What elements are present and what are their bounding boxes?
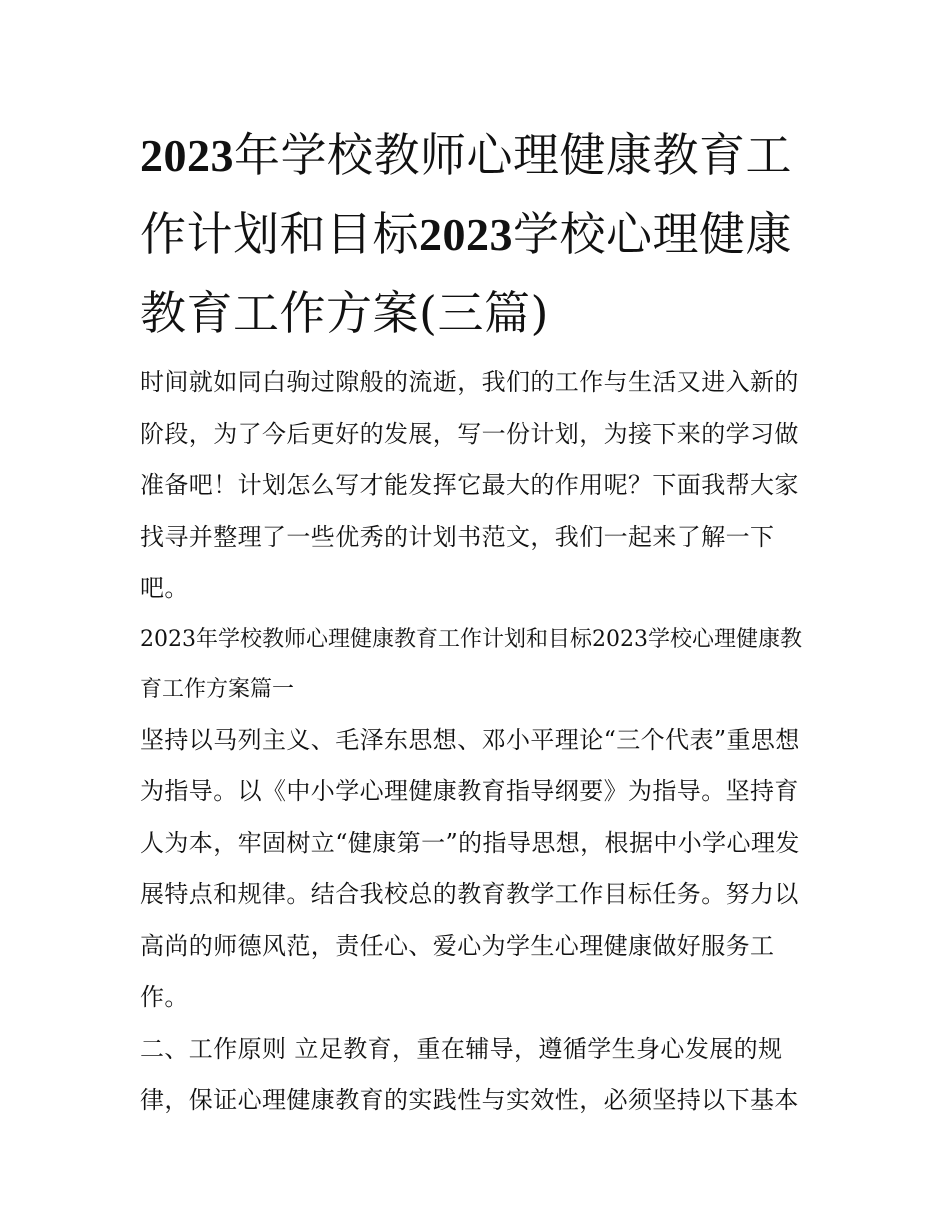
document-title <box>140 116 816 353</box>
section-heading: 2023年学校教师心理健康教育工作计划和目标2023学校心理健康教育工作方案篇一 <box>140 626 802 702</box>
body-paragraph-2: 二、工作原则 立足教育，重在辅导，遵循学生身心发展的规律，保证心理健康教育的实践性与实效性，必须坚持以下基本 <box>140 1034 799 1114</box>
intro-paragraph: 时间就如同白驹过隙般的流逝，我们的工作与生活又进入新的阶段，为了今后更好的发展，写一份计划，为接下来的学习做准备吧！计划怎么写才能发挥它最大的作用呢？下面我帮大家找寻并整理了一些优秀的计划书范文，我们一起来了解一下吧。 <box>140 368 799 602</box>
title-year-2: 2023 <box>419 209 513 260</box>
title-text-2: 学校心理健康教育工作方案(三篇) <box>140 207 792 340</box>
body-paragraph-1: 坚持以马列主义、毛泽东思想、邓小平理论“三个代表”重思想为指导。以《中小学心理健康教育指导纲要》为指导。坚持育人为本，牢固树立“健康第一”的指导思想，根据中小学心理发展特点和规律。结合我校总的教育教学工作目标任务。努力以高尚的师德风范，责任心、爱心为学生心理健康做好服务工作。 <box>140 725 800 1011</box>
title-text-1: 年学校教师心理健康教育工作计划和目标 <box>140 128 792 261</box>
title-year-1: 2023 <box>140 130 234 181</box>
document-page <box>140 116 816 1127</box>
